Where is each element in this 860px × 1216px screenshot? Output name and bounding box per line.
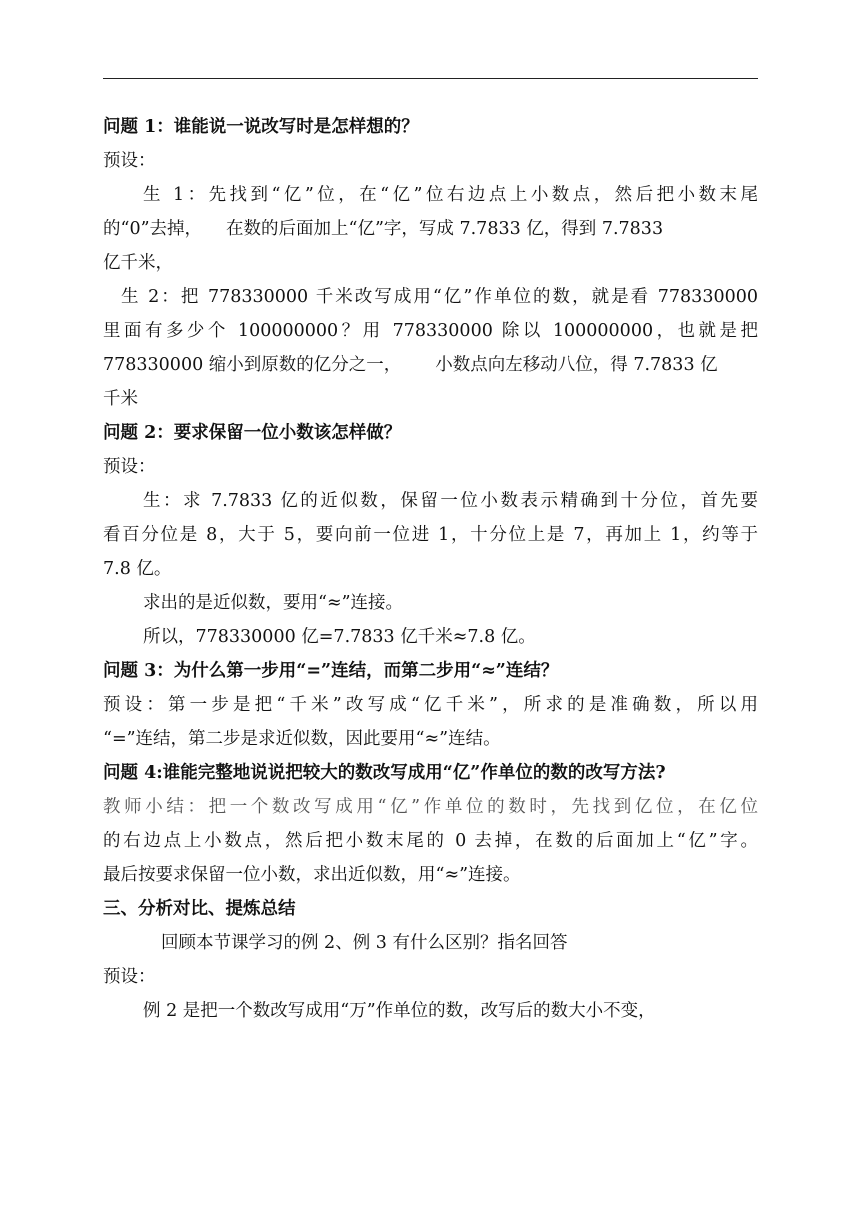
teacher-summary-line-3: 最后按要求保留一位小数，求出近似数，用“≈”连接。: [103, 865, 521, 885]
student-1-answer-fragment: 在数的后面加上“亿”字，写成 7.7833 亿，得到 7.7833: [226, 219, 664, 239]
example-2-explanation: 例 2 是把一个数改写成用“万”作单位的数，改写后的数大小不变，: [143, 1001, 656, 1021]
student-2-answer-line-4: 千米: [103, 389, 138, 409]
preset-answer-line-1: 预设：第一步是把“千米”改写成“亿千米”，所求的是准确数，所以用: [103, 695, 758, 715]
preset-answer-line-2: “=”连结，第二步是求近似数，因此要用“≈”连结。: [103, 729, 501, 749]
teacher-summary-line-1: 教师小结：把一个数改写成用“亿”作单位的数时，先找到亿位，在亿位: [103, 797, 758, 817]
question-2: 问题 2：要求保留一位小数该怎样做？: [103, 423, 402, 443]
student-1-answer-fragment: 的“0”去掉，: [103, 219, 203, 239]
student-2-answer-fragment: 778330000 缩小到原数的亿分之一，: [103, 355, 402, 375]
student-answer-line-1: 生：求 7.7833 亿的近似数，保留一位小数表示精确到十分位，首先要: [143, 491, 758, 511]
student-answer-line-2: 看百分位是 8，大于 5，要向前一位进 1，十分位上是 7，再加上 1，约等于: [103, 525, 758, 545]
preset-label: 预设：: [103, 151, 156, 171]
student-2-answer-fragment: 小数点向左移动八位，得 7.7833 亿: [435, 355, 718, 375]
review-prompt: 回顾本节课学习的例 2、例 3 有什么区别？指名回答: [161, 933, 568, 953]
student-answer-line-3: 7.8 亿。: [103, 559, 172, 579]
conclusion-line: 所以，778330000 亿=7.7833 亿千米≈7.8 亿。: [143, 627, 536, 647]
student-2-answer-line-1: 生 2：把 778330000 千米改写成用“亿”作单位的数，就是看 778330000: [121, 287, 758, 307]
approx-note: 求出的是近似数，要用“≈”连接。: [143, 593, 404, 613]
header-rule: [103, 78, 758, 79]
question-4: 问题 4:谁能完整地说说把较大的数改写成用“亿”作单位的数的改写方法?: [103, 763, 666, 783]
section-heading: 三、分析对比、提炼总结: [103, 899, 296, 919]
question-3: 问题 3：为什么第一步用“=”连结，而第二步用“≈”连结？: [103, 661, 559, 681]
question-1: 问题 1：谁能说一说改写时是怎样想的？: [103, 117, 419, 137]
teacher-summary-line-2: 的右边点上小数点，然后把小数末尾的 0 去掉，在数的后面加上“亿”字。: [103, 831, 758, 851]
student-2-answer-line-3: [103, 348, 758, 382]
preset-label: 预设：: [103, 457, 156, 477]
student-1-answer-line-2: [103, 212, 758, 246]
preset-label: 预设：: [103, 967, 156, 987]
document-body: [103, 110, 758, 1028]
student-2-answer-line-2: 里面有多少个 100000000？用 778330000 除以 100000000，也就是把: [103, 321, 758, 341]
student-1-answer-line-3: 亿千米，: [103, 253, 173, 273]
student-1-answer-line-1: 生 1：先找到“亿”位，在“亿”位右边点上小数点，然后把小数末尾: [143, 185, 758, 205]
